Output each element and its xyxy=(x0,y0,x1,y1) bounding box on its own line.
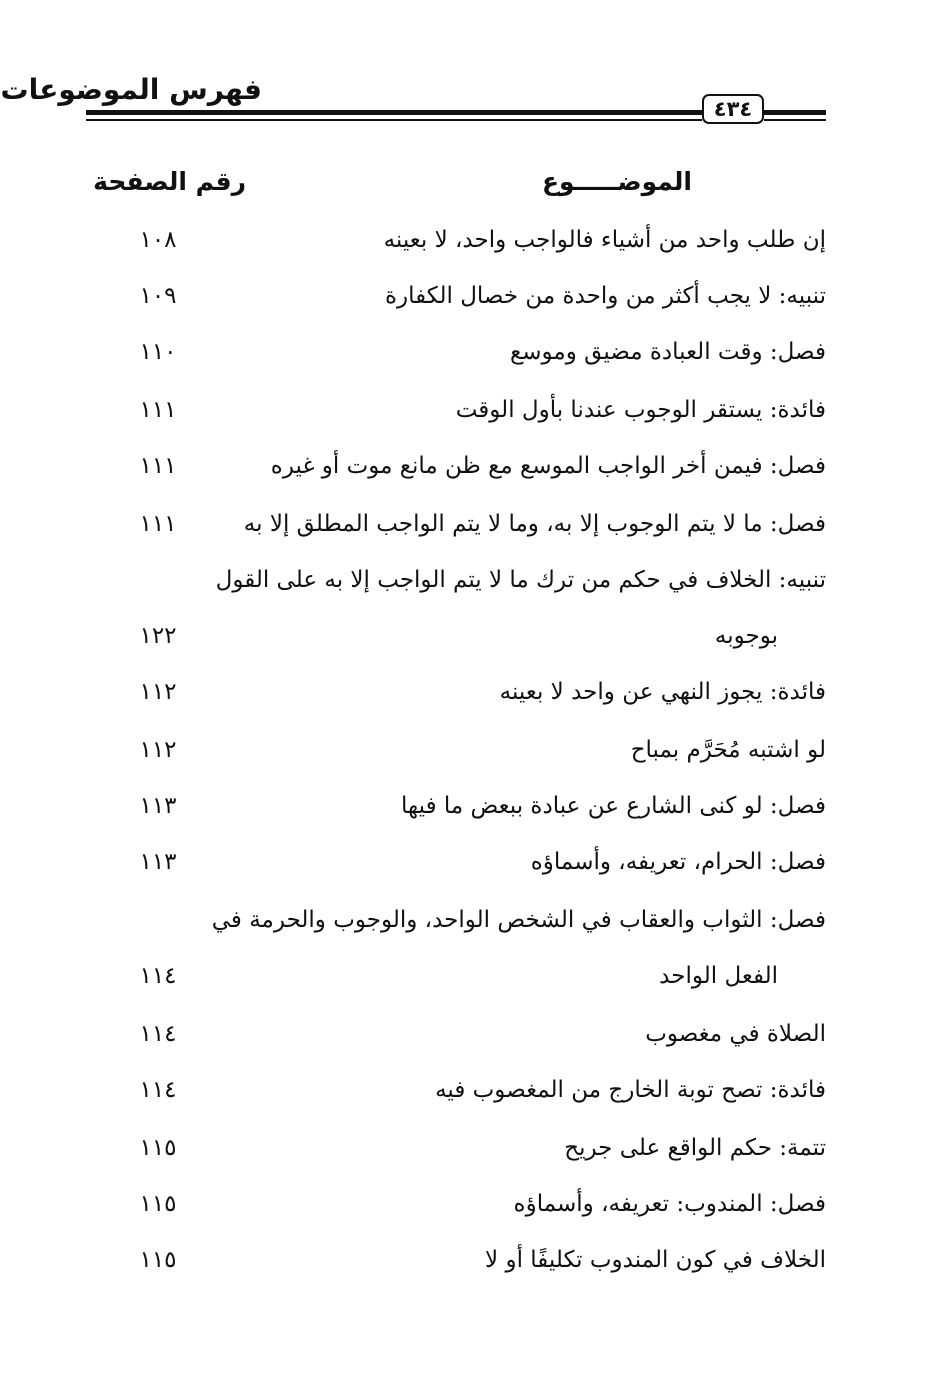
toc-entry-page: ١١٤ xyxy=(139,963,177,989)
toc-entry-page: ١٠٨ xyxy=(139,227,177,253)
page-header-title: فهرس الموضوعات xyxy=(0,73,262,106)
toc-entry-page: ١١٥ xyxy=(139,1247,177,1273)
toc-entry-page: ١١٣ xyxy=(139,849,177,875)
toc-entry-topic: فصل: ما لا يتم الوجوب إلا به، وما لا يتم الواجب المطلق إلا به xyxy=(243,511,826,537)
toc-entry-page: ١١٤ xyxy=(139,1021,177,1047)
toc-entry-topic: فصل: المندوب: تعريفه، وأسماؤه xyxy=(513,1191,826,1217)
toc-entry-topic: فصل: وقت العبادة مضيق وموسع xyxy=(510,339,826,365)
toc-entry-topic: فائدة: يجوز النهي عن واحد لا بعينه xyxy=(499,679,826,705)
toc-entry-page: ١١٥ xyxy=(139,1135,177,1161)
toc-entry-page: ١١١ xyxy=(139,453,177,479)
toc-entry-page: ١١١ xyxy=(139,397,177,423)
toc-entry-topic-continuation: بوجوبه xyxy=(714,623,778,649)
toc-entry-topic: لو اشتبه مُحَرَّم بمباح xyxy=(630,737,826,763)
toc-entry-topic: فصل: فيمن أخر الواجب الموسع مع ظن مانع موت أو غيره xyxy=(270,453,826,479)
toc-entry-page: ١٠٩ xyxy=(139,283,177,309)
toc-entry-topic: تنبيه: الخلاف في حكم من ترك ما لا يتم الواجب إلا به على القول xyxy=(215,567,826,593)
toc-entry-topic: فائدة: تصح توبة الخارج من المغصوب فيه xyxy=(435,1077,826,1103)
toc-entry-topic: فصل: لو كنى الشارع عن عبادة ببعض ما فيها xyxy=(401,793,826,819)
toc-entry-page: ١١٤ xyxy=(139,1077,177,1103)
column-heading-page-number: رقم الصفحة xyxy=(93,167,246,196)
toc-entry-topic: الصلاة في مغصوب xyxy=(645,1021,826,1047)
toc-entry-topic: تتمة: حكم الواقع على جريح xyxy=(564,1135,826,1161)
toc-entry-page: ١١٠ xyxy=(139,339,177,365)
toc-entry-topic: الخلاف في كون المندوب تكليفًا أو لا xyxy=(485,1247,826,1273)
toc-entry-page: ١١١ xyxy=(139,511,177,537)
toc-entry-topic-continuation: الفعل الواحد xyxy=(659,963,778,989)
toc-entry-page: ١١٣ xyxy=(139,793,177,819)
toc-entry-topic: فصل: الثواب والعقاب في الشخص الواحد، والوجوب والحرمة في xyxy=(211,907,826,933)
toc-entry-topic: فائدة: يستقر الوجوب عندنا بأول الوقت xyxy=(455,397,826,423)
toc-entry-page: ١١٥ xyxy=(139,1191,177,1217)
column-heading-topic: الموضـــــوع xyxy=(541,167,692,196)
toc-entry-topic: فصل: الحرام، تعريفه، وأسماؤه xyxy=(530,849,826,875)
toc-entry-topic: تنبيه: لا يجب أكثر من واحدة من خصال الكفارة xyxy=(385,283,826,309)
toc-entry-topic: إن طلب واحد من أشياء فالواجب واحد، لا بعينه xyxy=(383,227,826,253)
page-number: ٤٣٤ xyxy=(702,94,764,124)
toc-entry-page: ١١٢ xyxy=(139,737,177,763)
toc-entry-page: ١٢٢ xyxy=(139,623,177,649)
toc-entry-page: ١١٢ xyxy=(139,679,177,705)
